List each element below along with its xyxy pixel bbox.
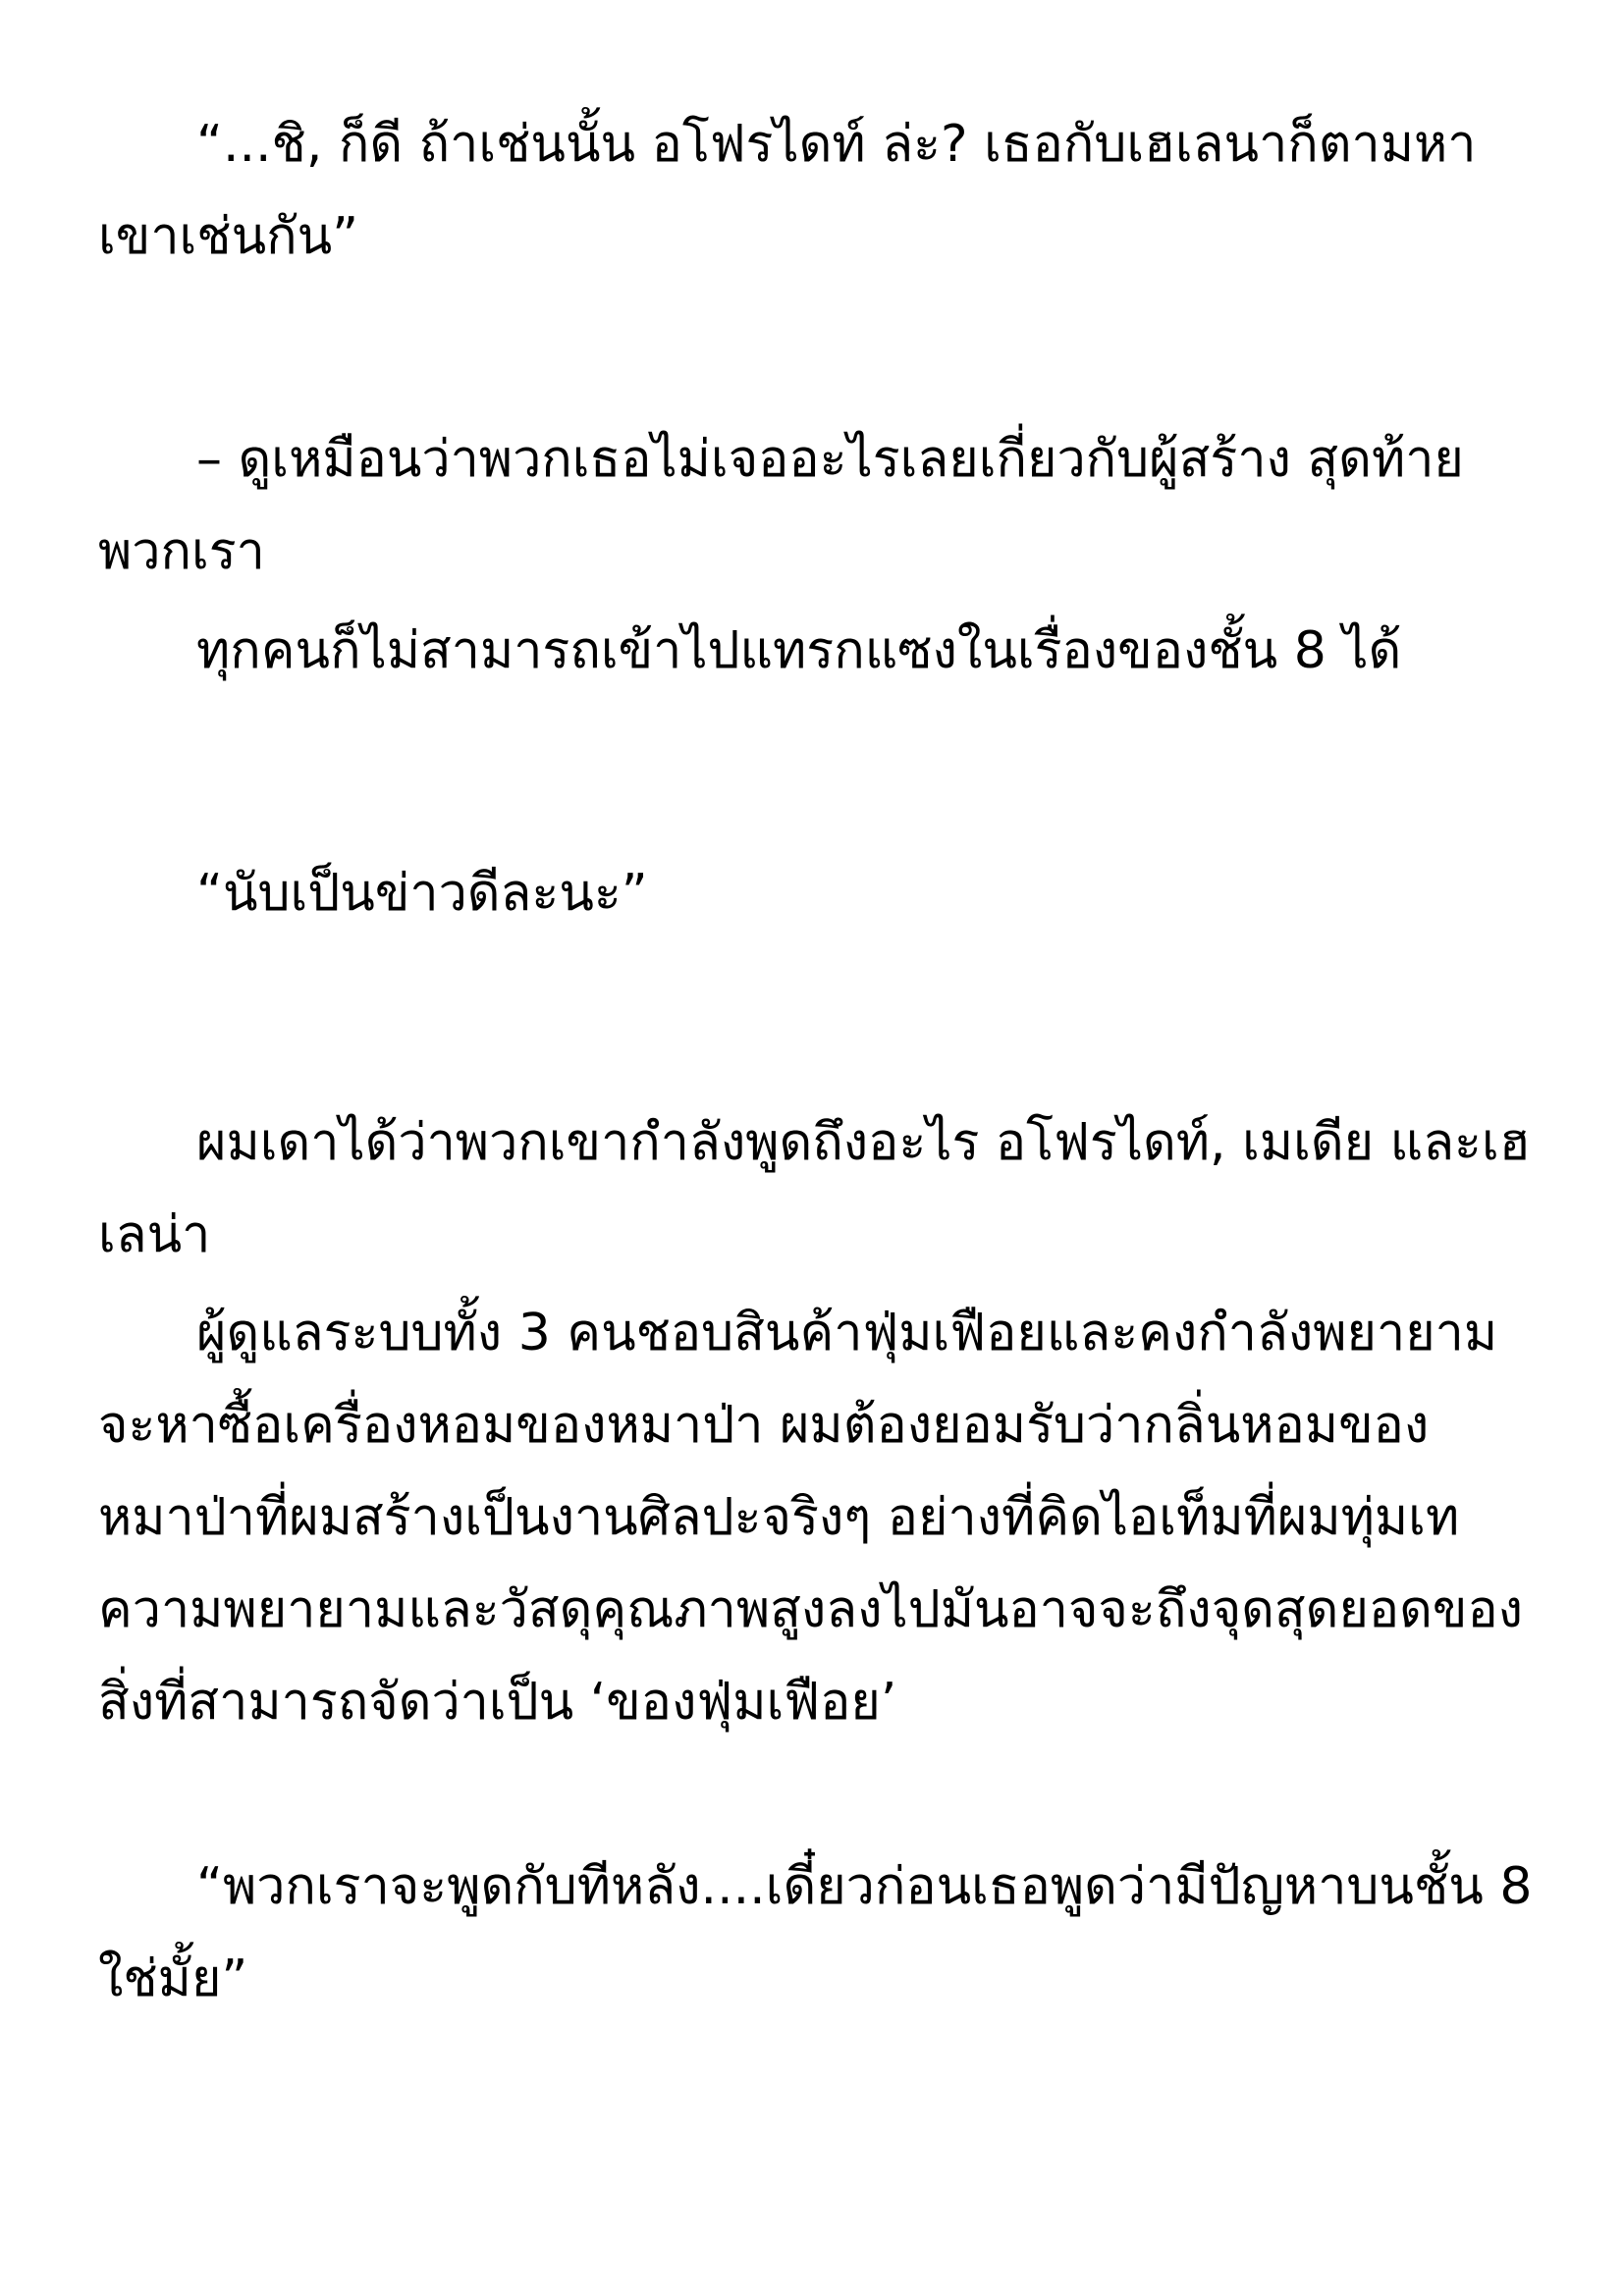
paragraph-narration-creator: – ดูเหมือนว่าพวกเธอไม่เจออะไรเลยเกี่ยวกับผู้สร้าง สุดท้ายพวกเรา xyxy=(98,430,1464,581)
paragraph-dialogue-aphrodite: “...ชิ, ก็ดี ถ้าเช่นนั้น อโฟรไดท์ ล่ะ? เธอกับเฮเลนาก็ตามหาเขาเช่นกัน” xyxy=(98,115,1477,266)
paragraph-narration-guess: ผมเดาได้ว่าพวกเขากำลังพูดถึงอะไร อโฟรไดท์, เมเดีย และเฮเลน่า xyxy=(98,1113,1531,1264)
paragraph-dialogue-good-news: “นับเป็นข่าวดีละนะ” xyxy=(196,864,648,923)
paragraph-narration-floor-8: ทุกคนก็ไม่สามารถเข้าไปแทรกแซงในเรื่องของชั้น 8 ได้ xyxy=(196,621,1402,680)
paragraph-narration-luxury: ผู้ดูแลระบบทั้ง 3 คนชอบสินค้าฟุ่มเฟือยและคงกำลังพยายามจะหาซื้อเครื่องหอมของหมาป่า ผมต้องยอมรับว่ากลิ่นหอมของหมาป่าที่ผมสร้างเป็นงานศิลปะจริงๆ อย่างที่คิดไอเท็มที่ผมทุ่มเทความพยายามและวัสดุคุณภาพสูงลงไปมันอาจจะถึงจุดสุดยอดของสิ่งที่สามารถจัดว่าเป็น ‘ของฟุ่มเฟือย’ xyxy=(98,1304,1524,1732)
paragraph-dialogue-problem: “พวกเราจะพูดกับทีหลัง....เดี๋ยวก่อนเธอพูดว่ามีปัญหาบนชั้น 8 ใช่มั้ย” xyxy=(98,1857,1533,2008)
